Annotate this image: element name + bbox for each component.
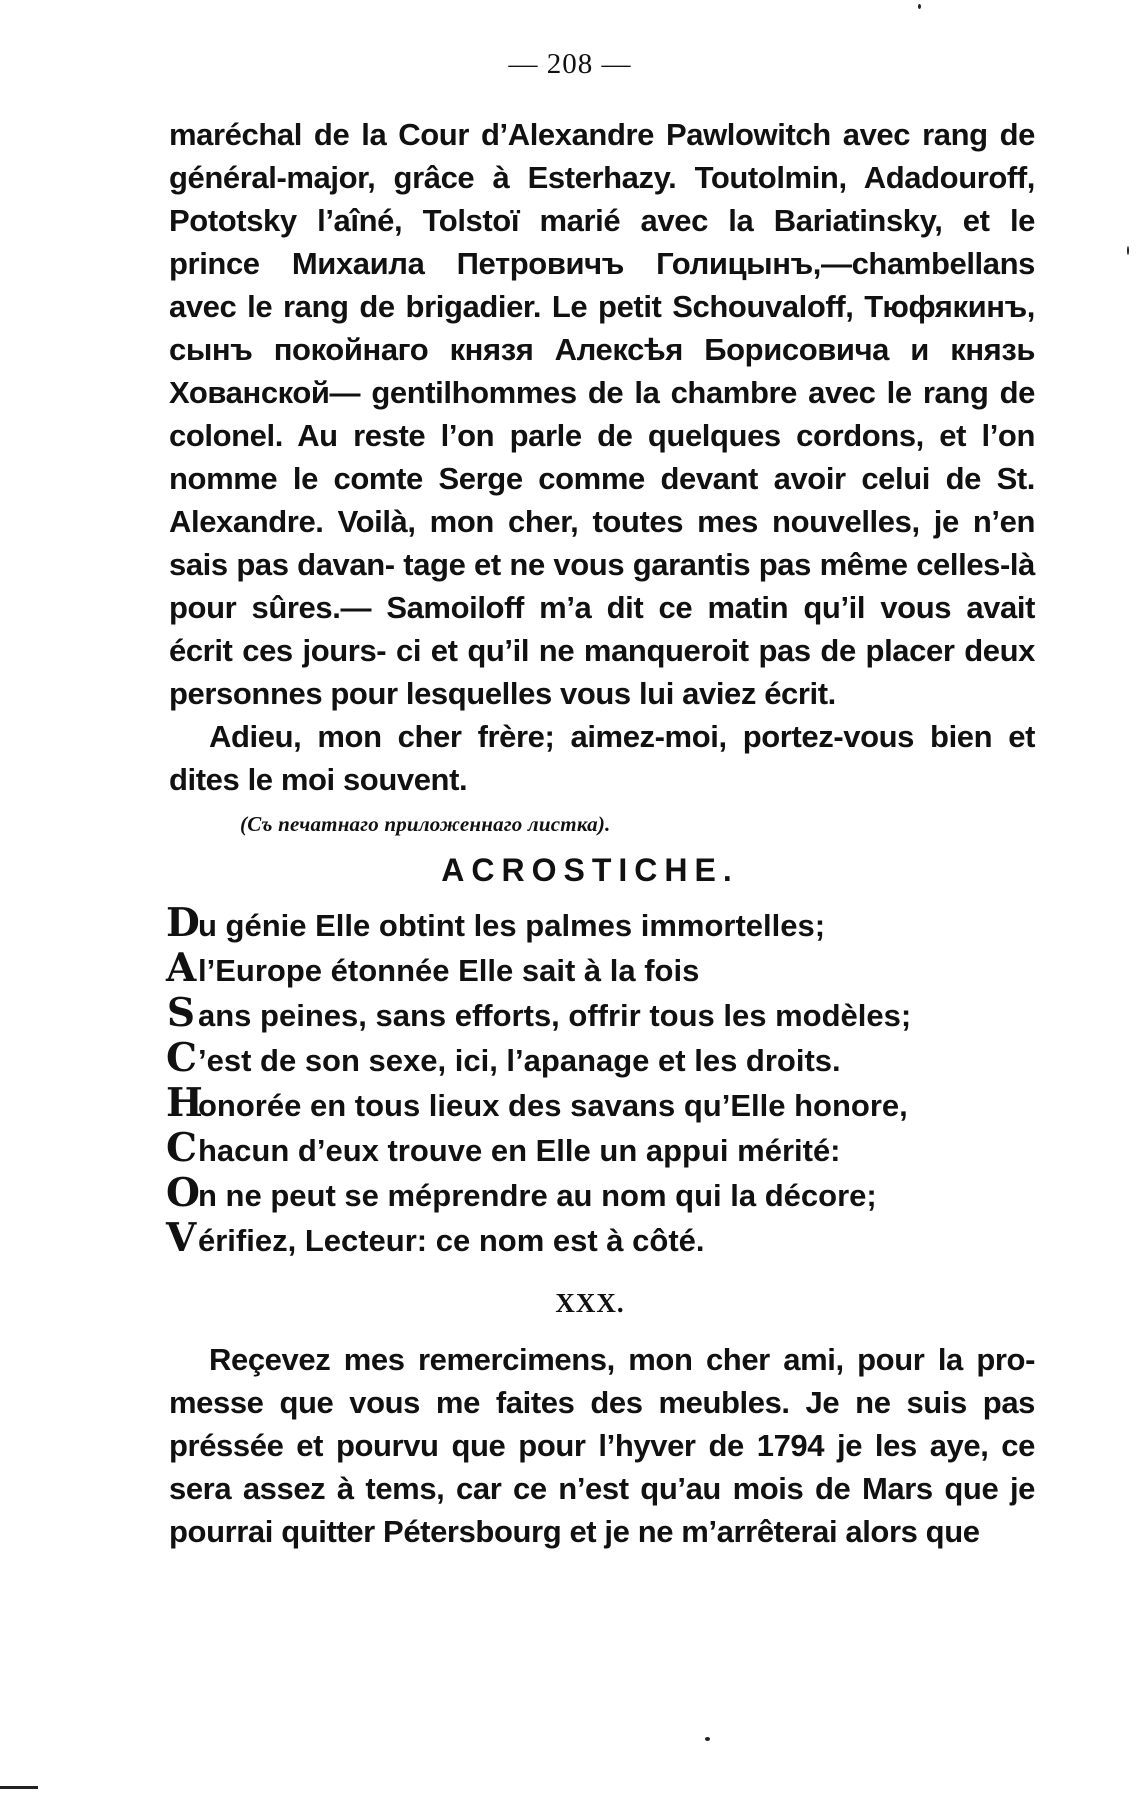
poem-line — [166, 947, 1046, 992]
poem-title: ACROSTICHE. — [441, 852, 739, 888]
text-line: dites le moi souvent. — [169, 762, 468, 797]
text-line: général-major, grâce à Esterhazy. Toutolmin, Adadouroff, — [169, 160, 1035, 195]
poem-line-text: hacun d’eux trouve en Elle un appui mérité: — [198, 1133, 841, 1168]
letter-paragraph — [169, 113, 1035, 715]
text-line: mon cher, toutes mes nouvelles, je n’en sais pas davan- — [169, 504, 1035, 582]
poem-line — [166, 992, 1046, 1037]
acrostic-initial: S — [166, 990, 196, 1036]
acrostic-initial: O — [166, 1170, 200, 1216]
closing-paragraph — [169, 715, 1035, 801]
text-line: messe que vous me faites des meubles. Je ne suis pas préssée — [169, 1385, 1035, 1463]
poem-line-text: onorée en tous lieux des savans qu’Elle honore, — [198, 1088, 908, 1123]
text-line: gentilhommes de la chambre avec le rang de colonel. Au — [169, 375, 1035, 453]
continued-letter-body — [169, 113, 1035, 801]
text-line: Reçevez mes remercimens, mon cher ami, pour la pro- — [209, 1342, 1035, 1377]
text-line: maréchal de la Cour d’Alexandre Pawlowitch avec rang de — [169, 117, 1035, 152]
acrostic-initial: C — [166, 1035, 198, 1081]
letter-number: XXX. — [555, 1288, 625, 1318]
text-line: ci et qu’il ne manqueroit pas de placer deux personnes — [169, 633, 1035, 711]
acrostic-poem — [166, 902, 1046, 1262]
acrostic-initial: V — [166, 1215, 197, 1261]
acrostic-initial: C — [166, 1125, 198, 1171]
acrostic-initial: H — [166, 1080, 203, 1126]
text-line: tage et ne vous garantis pas même celles-là pour sûres.— — [169, 547, 1035, 625]
poem-line-text: u génie Elle obtint les palmes immortelles; — [198, 908, 826, 943]
source-note: (Съ печатнаго приложеннаго листка). — [240, 812, 611, 836]
text-line: покойнаго князя Алексѣя Борисовича и князь Хованской— — [169, 332, 1035, 410]
letter-paragraph — [169, 1338, 1035, 1553]
poem-line — [166, 1127, 1046, 1172]
poem-line-text: n ne peut se méprendre au nom qui la décore; — [198, 1178, 877, 1213]
text-line: rang de brigadier. Le petit Schouvaloff, Тюфякинъ, сынъ — [169, 289, 1035, 367]
scan-speck — [705, 1737, 710, 1741]
poem-line-text: l’Europe étonnée Elle sait à la fois — [198, 953, 700, 988]
poem-line — [166, 1217, 1046, 1262]
text-line: Serge comme devant avoir celui de St. Alexandre. Voilà, — [169, 461, 1036, 539]
new-letter-body — [169, 1338, 1035, 1553]
acrostic-initial: A — [166, 945, 197, 991]
text-line: Adieu, mon cher frère; aimez-moi, portez-vous bien et — [209, 719, 1035, 754]
poem-line — [166, 902, 1046, 947]
text-line: Pototsky l’aîné, Tolstoï marié avec la Bariatinsky, et le — [169, 203, 1035, 238]
scan-speck — [918, 4, 921, 9]
text-line: sera assez à tems, car ce n’est qu’au mois de Mars que je — [169, 1471, 1035, 1506]
scan-speck — [1127, 246, 1129, 255]
text-line: pour lesquelles vous lui aviez écrit. — [330, 676, 836, 711]
poem-line-text: ’est de son sexe, ici, l’apanage et les droits. — [198, 1043, 841, 1078]
text-line: et pourvu que pour l’hyver de 1794 je les aye, ce — [296, 1428, 1035, 1463]
poem-line — [166, 1037, 1046, 1082]
poem-line — [166, 1082, 1046, 1127]
poem-line — [166, 1172, 1046, 1217]
scan-edge-mark — [0, 1786, 38, 1789]
text-line: Samoiloff m’a dit ce matin qu’il vous avait écrit ces jours- — [169, 590, 1035, 668]
poem-line-text: ans peines, sans efforts, offrir tous les modèles; — [198, 998, 912, 1033]
poem-line-text: érifiez, Lecteur: ce nom est à côté. — [198, 1223, 705, 1258]
text-line: prince Михаила Петровичъ Голицынъ,—chambellans avec le — [169, 246, 1035, 324]
page-number: — 208 — — [508, 48, 632, 80]
text-line: reste l’on parle de quelques cordons, et l’on nomme le comte — [169, 418, 1035, 496]
acrostic-initial: D — [166, 900, 200, 946]
text-line: pourrai quitter Pétersbourg et je ne m’arrêterai alors que — [169, 1514, 980, 1549]
